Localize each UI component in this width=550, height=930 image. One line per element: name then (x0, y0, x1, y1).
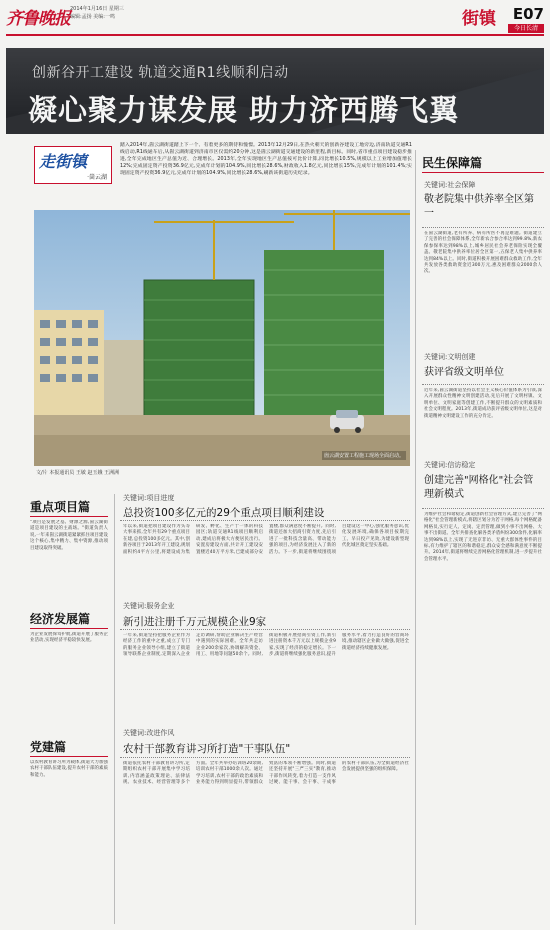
kicker-livelihood: 关键词:社会保障 (424, 181, 476, 189)
section-title-party: 党建篇 (30, 740, 67, 754)
issue-date: 2014年1月16日 星期三 (70, 6, 124, 12)
banner-subheadline: 创新谷开工建设 轨道交通R1线顺利启动 (32, 65, 289, 81)
body-civilization: 近年来,崮云湖街道坚持以社会主义核心价值体系为引领,深入开展群众性精神文明创建活动,先后开展了文明村镇、文明单位、文明家庭等创建工作,不断提升群众的文明素质和社会文明程度。2013年,街道成功获评省级文明单位,这是对街道精神文明建设工作的充分肯定。 (424, 388, 542, 419)
kicker-civilization: 关键词:文明创建 (424, 353, 476, 361)
kicker-economy: 关键词:服务企业 (123, 602, 175, 610)
masthead (0, 0, 550, 38)
editor-info: 编辑:孟扬 美编:一鸣 (70, 14, 115, 20)
headline-civilization: 获评省级文明单位 (424, 367, 504, 378)
subsection-tag: 今日长清 (508, 24, 544, 33)
headline-stability: 创建完善"网格化"社会管理新模式 (424, 475, 534, 500)
intro-economy: 为企业发展保驾护航,街道开展了服务企业活动,实现经济平稳较快发展。 (30, 632, 108, 644)
section-title-projects: 重点项目篇 (30, 500, 91, 514)
section-title-economy: 经济发展篇 (30, 612, 91, 626)
body-party: 街道依托农村干部教育讲习所,定期组织农村干部开展集中学习培训,内容涵盖政策理论、法律法规、农业技术、经营管理等多个方面。全年共举办培训班20余期,培训农村干部1000余人次。通过学习培训,农村干部的政治素质和业务能力得到明显提升,带领群众致富的本领不断增强。同时,街道还坚持开展"三严三实"教育,推动干部作风转变,着力打造一支作风过硬、能干事、会干事、干成事的农村干部队伍,为全街道经济社会发展提供坚强的组织保障。 (123, 761, 409, 786)
intro-projects: "项目是发展之基、财源之源,崮云湖街道是项目建设的主战场。"街道负责人说,一年来崮云湖街道紧紧抓住项目建设这个核心,集中精力、集中资源,推动项目建设取得突破。 (30, 520, 108, 551)
body-projects: 年以来,街道把项目建设作为头等大事来抓,全年共有29个重点项目在建,总投资100多亿元。其中,创新谷项目于2013年开工建设,规划面积约4平方公里,将建设成为集研发、孵化、生产于一体的科技园区;轨道交通R1线项目顺利启动,建成后将极大方便居民出行。安置房建设方面,共计开工建设安置楼近40万平方米,已建成部分安置楼,群众满意度不断提升。同时,街道还加大招商引资力度,先后引进了一批科技含量高、带动能力强的项目,为经济发展注入了新的活力。下一步,街道将继续围绕项目建设这一中心,强化服务意识,优化发展环境,确保各项目按期完工、早日投产见效,为建设新型现代化城区奠定坚实基础。 (123, 524, 409, 555)
headline-economy: 新引进注册千万元规模企业9家 (123, 616, 267, 628)
section-title-livelihood: 民生保障篇 (422, 156, 483, 170)
headline-projects: 总投资100多亿元的29个重点项目顺利建设 (123, 507, 325, 519)
kicker-stability: 关键词:信访稳定 (424, 461, 476, 469)
headline-livelihood: 敬老院集中供养率全区第一 (424, 194, 534, 219)
photo-caption: 崮云湖安置工程施工现场全面启动。 (323, 453, 404, 459)
body-livelihood: 在崮云湖街道,老有所养、病有所医不再是难题。街道建立了完善的社会保障体系,全年新农合参合率达到99.8%,新农保参保率达到98%以上,城乡居民社会养老保险实现全覆盖。敬老院集中供养率位居全区第一,五保老人集中供养率达到84%以上。同时,街道积极开展困难群众救助工作,全年共发放各类救助资金近300万元,惠及困难群众2000余人次。 (424, 231, 542, 275)
newspaper-logo: 齐鲁晚报 (6, 9, 70, 29)
main-photo (34, 210, 410, 466)
kicker-projects: 关键词:项目进度 (123, 494, 175, 502)
banner (6, 48, 544, 134)
street-badge (34, 146, 112, 184)
body-stability: 为维护社会和谐稳定,街道创新社会管理方式,建立完善了"网格化"社会管理新模式,将辖区划分为若干网格,每个网格配备网格员,实行定人、定岗、定责管理,做到小事不出网格、大事不出街道。全年共排查化解各类矛盾纠纷300余件,化解率达到98%以上,实现了无进京非访、无重大群体性事件的目标,有力维护了辖区的和谐稳定,群众安全感和满意度不断提升。2014年,街道将继续完善网格化管理机制,进一步提升社会管理水平。 (424, 512, 542, 562)
banner-headline: 凝心聚力谋发展 助力济西腾飞翼 (28, 93, 460, 127)
intro-party: 以农村教育讲习所为载体,街道大力加强农村干部队伍建设,提升农村干部的素质和能力。 (30, 760, 108, 778)
construction-photo (34, 210, 410, 466)
body-economy: 一年来,街道坚持把服务企业作为经济工作的重中之重,成立了专门的服务企业领导小组,建立了街道领导联系企业制度,定期深入企业走访调研,帮助企业解决生产经营中遇到的实际困难。全年共走访企业200余家次,协调解决资金、用工、用地等问题50余个。同时,街道积极开展招商引资工作,新引进注册资本千万元以上规模企业9家,实现了经济的稳定增长。下一步,街道将继续强化服务意识,提升服务水平,着力打造良好的营商环境,推动辖区企业做大做强,促进全街道经济持续健康发展。 (123, 633, 409, 658)
badge-subtitle: ·崮云湖 (87, 174, 107, 181)
page-number: E07 (512, 5, 544, 23)
badge-title: 走街镇 (39, 152, 88, 171)
kicker-party: 关键词:改进作风 (123, 729, 175, 737)
section-title: 街镇 (462, 9, 496, 29)
headline-party: 农村干部教育讲习所打造"干事队伍" (123, 743, 291, 755)
lead-paragraph: 踏入2014年,崮云湖街道踏上下一个、有着更多的期待和憧憬。2013年12月29日,在热火朝天的创新谷建设工地旁边,济南轨道交通R1线启动,R1线通车后,从崮云湖街道到济南市区仅需约20分钟,这是崮云湖街道交通建设的新里程,新目标。同时,省市重点项目建设稳步推进,全年完成地区生产总值为近、合理增长。2013年,全年实现地区生产总值按可比价计算,同比增长10.5%,规模以上工业增加值增长12%;完成固定资产投资36.9亿元,完成年计划的104.9%,同比增长28.6%,财政收入1.8亿元,同比增长15%,完成年计划的101.4%;实现固定资产投资36.9亿元,完成年计划的104.9%,同比增长28.6%,刷新该街道历史纪录。 (120, 143, 412, 176)
byline: 文/片 本报通讯员 王敏 赵玉娥 王洲洲 (36, 470, 120, 476)
